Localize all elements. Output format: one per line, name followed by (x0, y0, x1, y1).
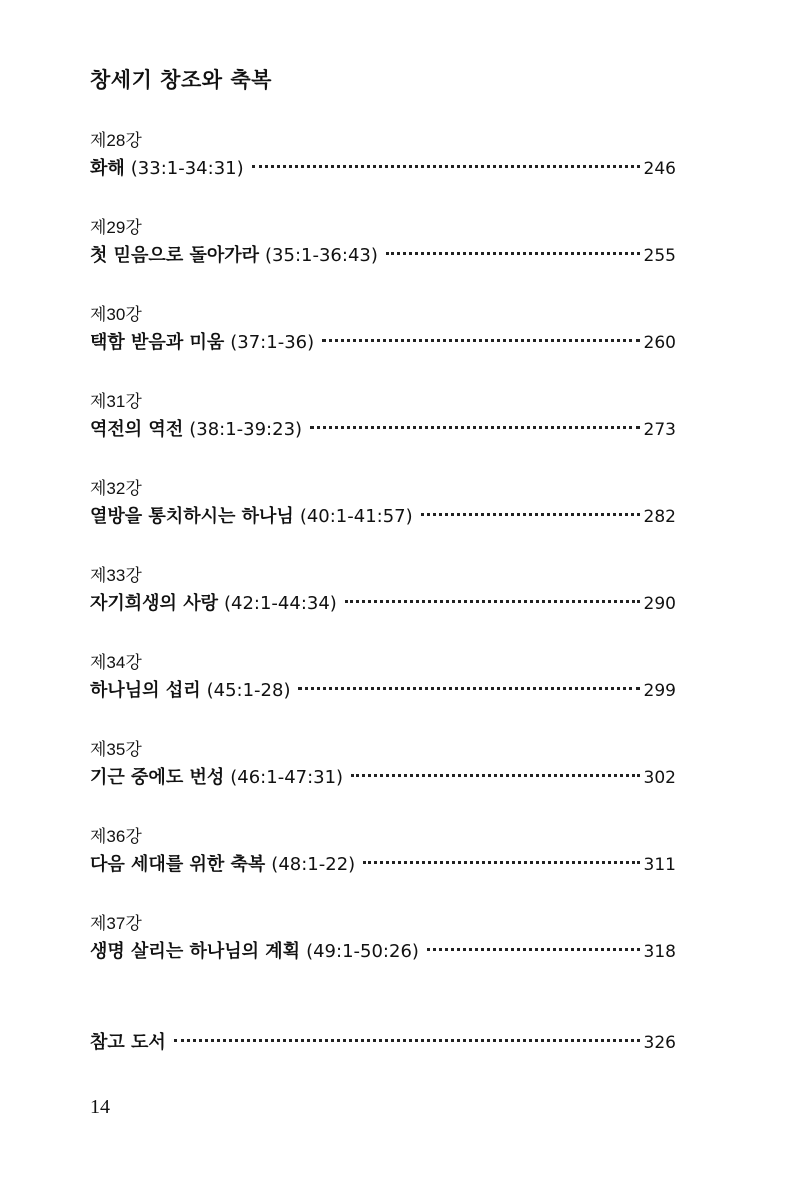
toc-entry (90, 215, 676, 302)
toc-line (90, 328, 676, 358)
dot-leader (322, 339, 639, 342)
dot-leader (363, 861, 639, 864)
page-ref: 299 (643, 681, 676, 701)
toc-entry (90, 389, 676, 476)
toc-entry (90, 302, 676, 389)
lecture-number: 제31강 (90, 392, 142, 411)
dot-leader (427, 948, 640, 951)
scripture-range: (48:1-22) (271, 854, 356, 875)
toc-line (90, 415, 676, 445)
lecture-number: 제29강 (90, 218, 142, 237)
lecture-number: 제30강 (90, 305, 142, 324)
lecture-title: 화해 (90, 158, 125, 179)
dot-leader (310, 426, 639, 429)
page-ref: 260 (643, 333, 676, 353)
lecture-title: 다음 세대를 위한 축복 (90, 854, 266, 875)
toc-line (90, 763, 676, 793)
dot-leader (298, 687, 639, 690)
scripture-range: (46:1-47:31) (230, 767, 344, 788)
page-ref: 290 (643, 594, 676, 614)
page-ref: 318 (643, 942, 676, 962)
toc-entry (90, 911, 676, 998)
scripture-range: (33:1-34:31) (130, 158, 244, 179)
toc-line (90, 937, 676, 967)
toc-line (90, 1028, 676, 1058)
toc-entry (90, 737, 676, 824)
lecture-title: 기근 중에도 번성 (90, 767, 225, 788)
toc-line (90, 850, 676, 880)
page-ref: 302 (643, 768, 676, 788)
toc-line (90, 241, 676, 271)
running-title: 창세기 창조와 축복 (90, 68, 272, 92)
dot-leader (351, 774, 639, 777)
scripture-range: (40:1-41:57) (299, 506, 413, 527)
toc-entry (90, 563, 676, 650)
lecture-number: 제32강 (90, 479, 142, 498)
scripture-range: (49:1-50:26) (306, 941, 419, 962)
page-ref: 273 (643, 420, 676, 440)
dot-leader (174, 1039, 640, 1042)
scripture-range: (38:1-39:23) (189, 419, 303, 440)
toc-line (90, 676, 676, 706)
toc-entry (90, 650, 676, 737)
lecture-title: 하나님의 섭리 (90, 680, 201, 701)
page-number: 14 (90, 1096, 110, 1118)
page-ref: 282 (643, 507, 676, 527)
scripture-range: (42:1-44:34) (223, 593, 337, 614)
lecture-title: 택함 받음과 미움 (90, 332, 225, 353)
toc-entry (90, 824, 676, 911)
references-entry (90, 1028, 676, 1058)
toc-entry (90, 476, 676, 563)
lecture-title: 첫 믿음으로 돌아가라 (90, 245, 260, 266)
scripture-range: (37:1-36) (230, 332, 315, 353)
lecture-number: 제33강 (90, 566, 142, 585)
table-of-contents (90, 128, 676, 998)
lecture-number: 제36강 (90, 827, 142, 846)
lecture-number: 제34강 (90, 653, 142, 672)
lecture-title: 역전의 역전 (90, 419, 184, 440)
page-ref: 255 (643, 246, 676, 266)
page-ref: 246 (643, 159, 676, 179)
page-ref: 326 (643, 1033, 676, 1053)
toc-line (90, 154, 676, 184)
toc-line (90, 589, 676, 619)
lecture-title: 열방을 통치하시는 하나님 (90, 506, 294, 527)
lecture-number: 제37강 (90, 914, 142, 933)
scripture-range: (35:1-36:43) (265, 245, 378, 266)
dot-leader (252, 165, 640, 168)
lecture-number: 제35강 (90, 740, 142, 759)
toc-line (90, 502, 676, 532)
lecture-number: 제28강 (90, 131, 142, 150)
scripture-range: (45:1-28) (206, 680, 291, 701)
dot-leader (386, 252, 640, 255)
lecture-title: 생명 살리는 하나님의 계획 (90, 941, 301, 962)
references-title: 참고 도서 (90, 1032, 166, 1053)
dot-leader (421, 513, 640, 516)
toc-entry (90, 128, 676, 215)
page-ref: 311 (643, 855, 676, 875)
lecture-title: 자기희생의 사랑 (90, 593, 218, 614)
dot-leader (345, 600, 640, 603)
